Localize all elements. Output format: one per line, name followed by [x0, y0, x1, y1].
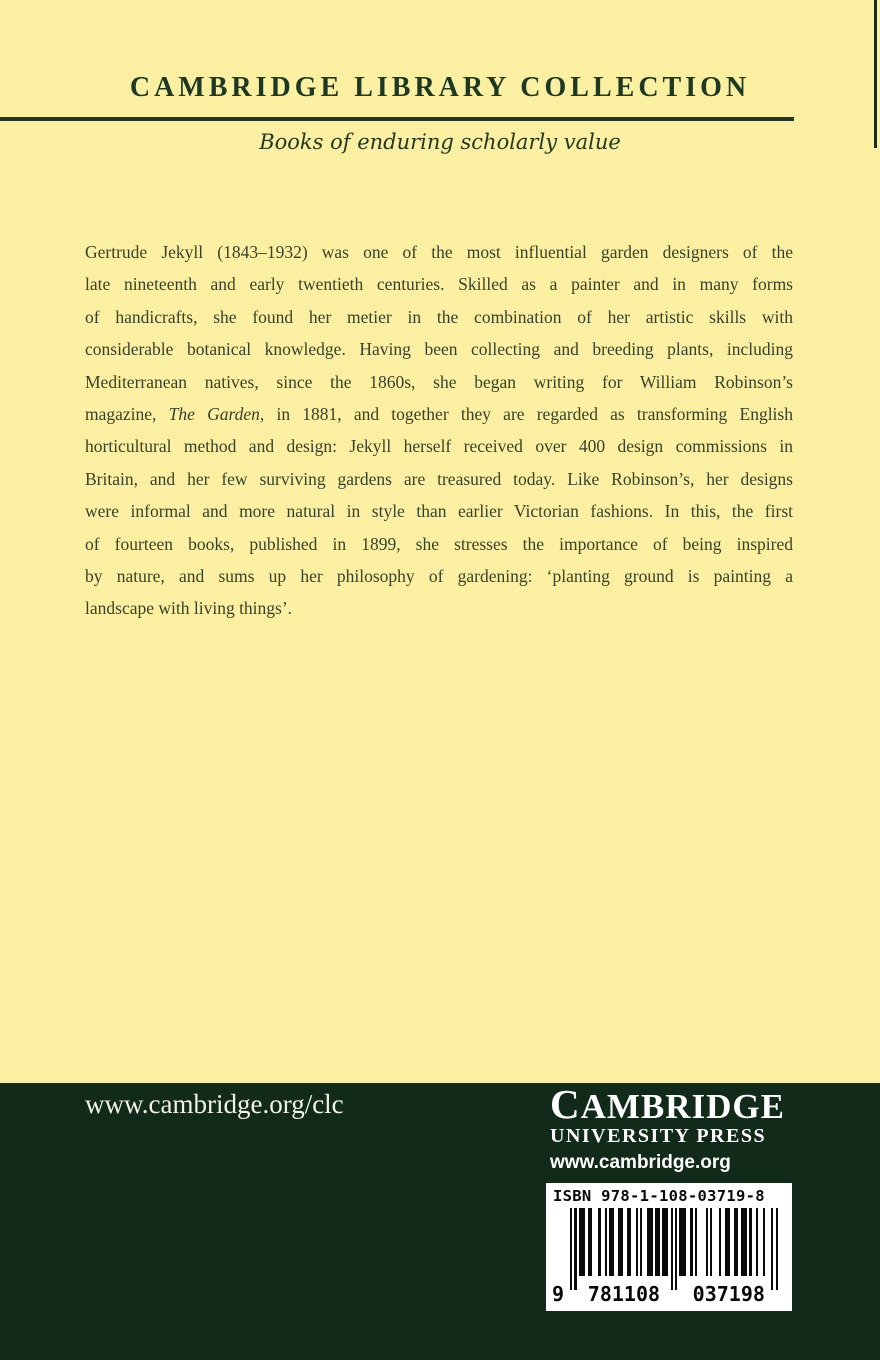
publisher-name: CAMBRIDGE: [550, 1081, 786, 1127]
blurb-line: late nineteenth and early twentieth centuries. Skilled as a painter and in many forms: [85, 274, 793, 295]
series-tagline: Books of enduring scholarly value: [259, 130, 621, 154]
series-title: CAMBRIDGE LIBRARY COLLECTION: [129, 72, 751, 103]
blurb-line: magazine, The Garden, in 1881, and together they are regarded as transforming English: [85, 404, 793, 425]
book-blurb: [85, 236, 793, 625]
ean-left-group: 781108: [587, 1282, 661, 1306]
blurb-line: by nature, and sums up her philosophy of gardening: ‘planting ground is painting a: [85, 566, 793, 587]
ean-lead-digit: 9: [552, 1282, 565, 1306]
blurb-line: Britain, and her few surviving gardens are treasured today. Like Robinson’s, her designs: [85, 468, 793, 489]
isbn-number-label: ISBN 978-1-108-03719-8: [553, 1187, 765, 1205]
ean-right-group: 037198: [692, 1282, 765, 1306]
blurb-line: of handicrafts, she found her metier in the combination of her artistic skills with: [85, 306, 793, 327]
series-website-url: www.cambridge.org/clc: [85, 1089, 344, 1119]
blurb-line: were informal and more natural in style than earlier Victorian fashions. In this, the first: [85, 501, 793, 522]
blurb-line: of fourteen books, published in 1899, she stresses the importance of being inspired: [85, 533, 793, 554]
publisher-website-url: www.cambridge.org: [550, 1152, 731, 1173]
ean13-barcode: [552, 1208, 784, 1306]
blurb-line: Gertrude Jekyll (1843–1932) was one of the most influential garden designers of the: [85, 242, 793, 262]
title-rule: [0, 117, 794, 121]
blurb-line: landscape with living things’.: [85, 598, 293, 619]
footer-band: [0, 1083, 880, 1360]
isbn-barcode-panel: [546, 1183, 792, 1311]
blurb-line: Mediterranean natives, since the 1860s, she began writing for William Robinson’s: [85, 371, 793, 392]
blurb-line: horticultural method and design: Jekyll herself received over 400 design commissions in: [85, 436, 793, 457]
blurb-line: considerable botanical knowledge. Having been collecting and breeding plants, including: [85, 339, 793, 360]
publisher-name-sub: UNIVERSITY PRESS: [550, 1125, 767, 1147]
publisher-logo: [550, 1081, 795, 1174]
